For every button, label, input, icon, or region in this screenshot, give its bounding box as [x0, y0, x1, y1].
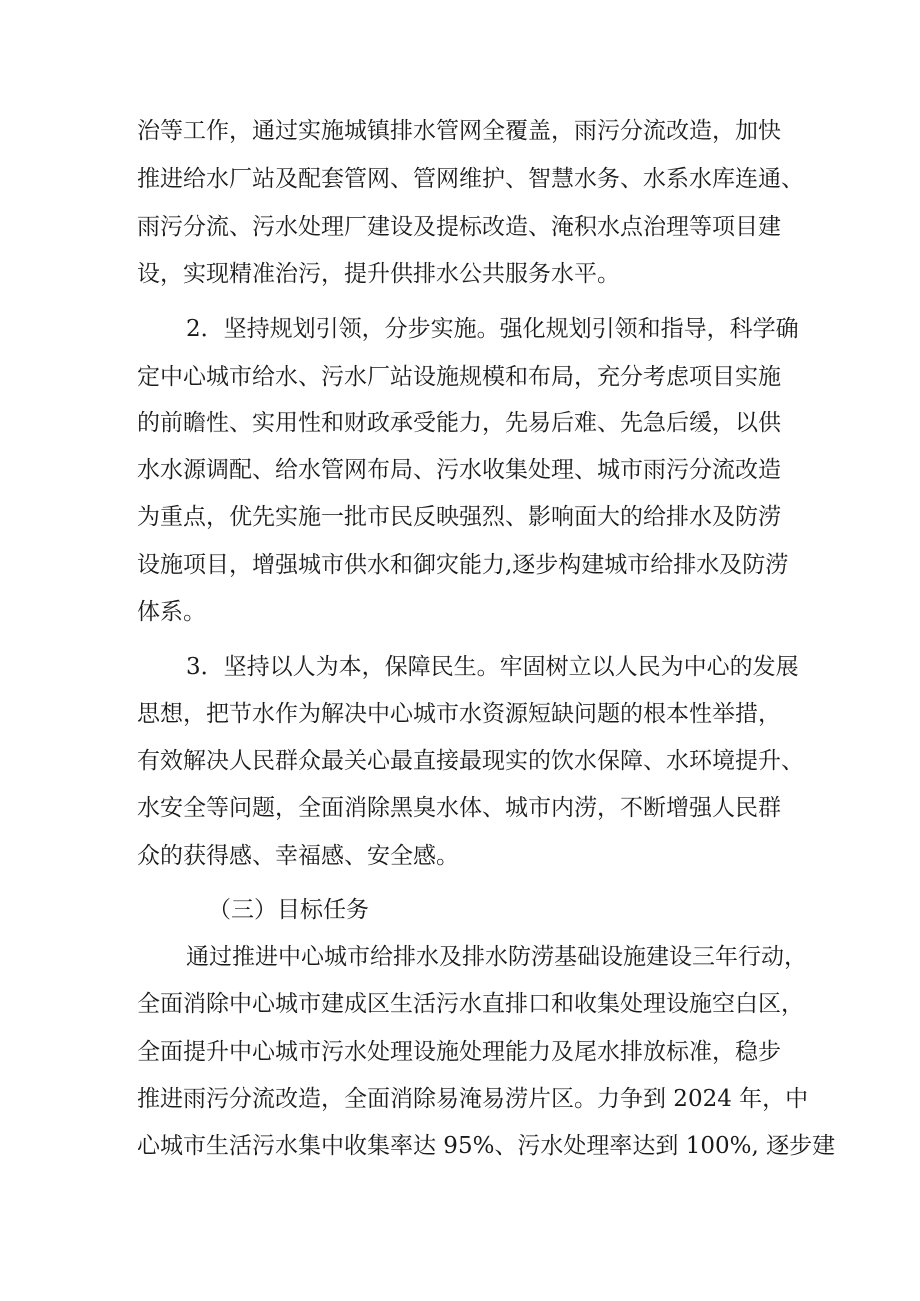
text-line: 推进给水厂站及配套管网、管网维护、智慧水务、水系水库连通、 — [137, 166, 804, 192]
text-line: 水水源调配、给水管网布局、污水收集处理、城市雨污分流改造 — [137, 457, 781, 483]
text-line: 全面消除中心城市建成区生活污水直排口和收集处理设施空白区， — [137, 991, 804, 1017]
text-line: 2．坚持规划引领，分步实施。强化规划引领和指导，科学确 — [186, 316, 799, 342]
text-line: 设，实现精准治污，提升供排水公共服务水平。 — [137, 261, 620, 287]
text-line: 推进雨污分流改造，全面消除易淹易涝片区。力争到 2024 年，中 — [137, 1086, 809, 1112]
text-line: 为重点，优先实施一批市民反映强烈、影响面大的给排水及防涝 — [137, 504, 781, 530]
text-line: 的前瞻性、实用性和财政承受能力，先易后难、先急后缓，以供 — [137, 410, 781, 436]
text-line: 设施项目，增强城市供水和御灾能力,逐步构建城市给排水及防涝 — [137, 552, 789, 578]
text-line: 体系。 — [137, 599, 206, 625]
text-line: 通过推进中心城市给排水及排水防涝基础设施建设三年行动， — [186, 944, 807, 970]
text-line: 治等工作，通过实施城镇排水管网全覆盖，雨污分流改造，加快 — [137, 118, 781, 144]
text-line: 雨污分流、污水处理厂建设及提标改造、淹积水点治理等项目建 — [137, 214, 781, 240]
text-line: 定中心城市给水、污水厂站设施规模和布局，充分考虑项目实施 — [137, 364, 781, 390]
text-line: 水安全等问题，全面消除黑臭水体、城市内涝，不断增强人民群 — [137, 795, 781, 821]
text-line: 思想，把节水作为解决中心城市水资源短缺问题的根本性举措， — [137, 701, 781, 727]
section-heading: （三）目标任务 — [208, 897, 369, 923]
text-line: 3．坚持以人为本，保障民生。牢固树立以人民为中心的发展 — [186, 654, 799, 680]
text-line: 众的获得感、幸福感、安全感。 — [137, 843, 459, 869]
text-line: 心城市生活污水集中收集率达 95%、污水处理率达到 100%, 逐步建 — [137, 1133, 836, 1159]
text-line: 全面提升中心城市污水处理设施处理能力及尾水排放标准，稳步 — [137, 1039, 781, 1065]
text-line: 有效解决人民群众最关心最直接最现实的饮水保障、水环境提升、 — [137, 748, 804, 774]
